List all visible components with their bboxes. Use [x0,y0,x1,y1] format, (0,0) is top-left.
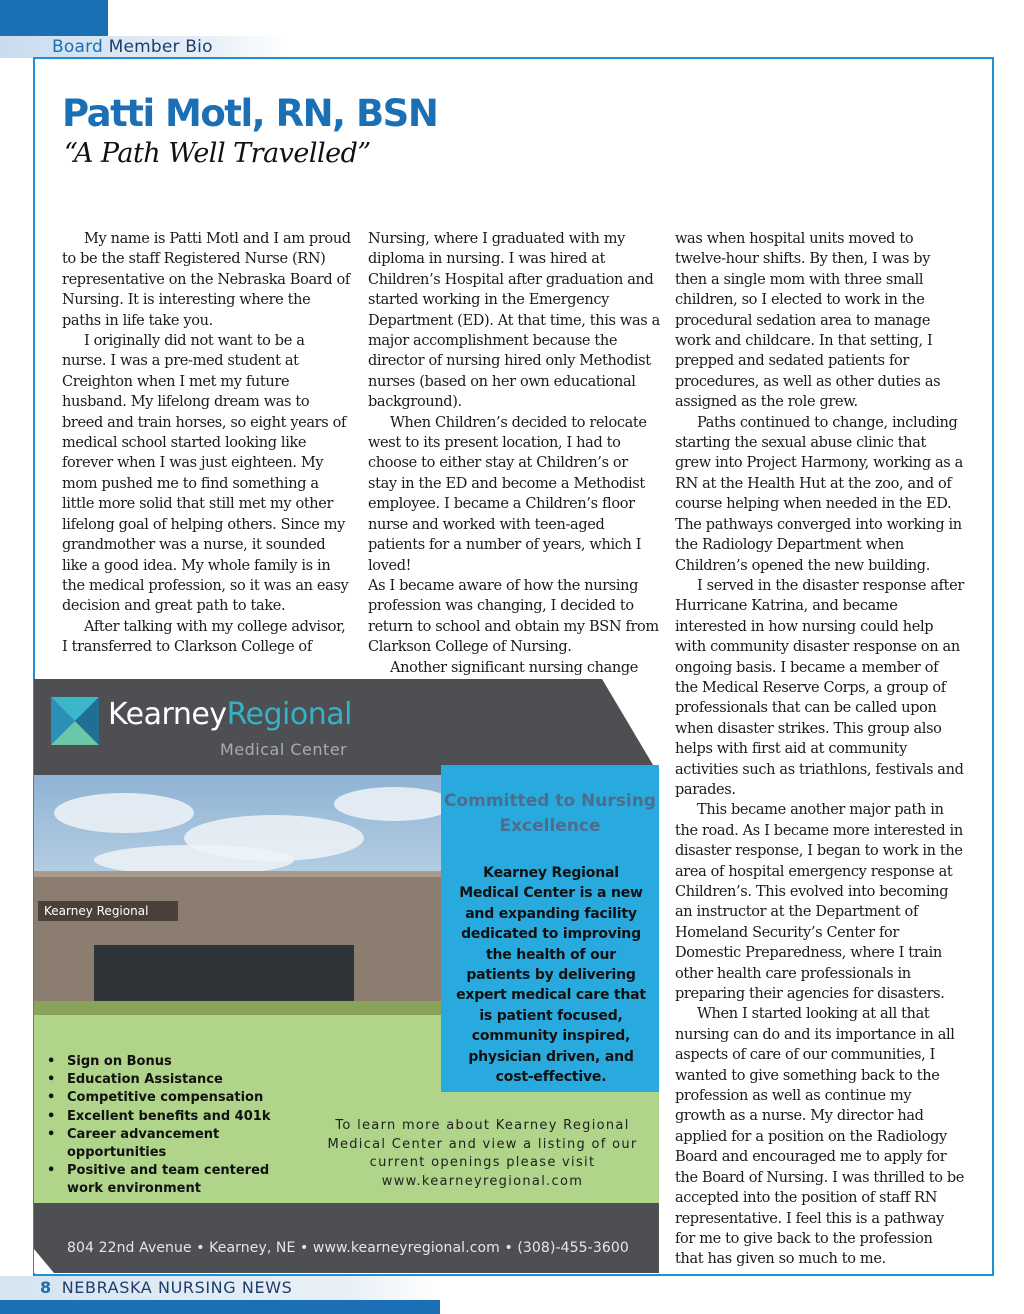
ad-learn-more: To learn more about Kearney Regional Medical Center and view a listing of our current openings please visit www.kearneyregional.com [327,1118,638,1189]
section-label-rest: Member Bio [102,37,213,57]
ad-benefits-list [47,1053,287,1199]
kearney-logo-icon [51,697,99,745]
article-column-2 [368,229,660,678]
paragraph: was when hospital units moved to twelve-hour shifts. By then, I was by then a single mom with three small children, so I elected to work in the procedural sedation area to manage work and childcare. In that setting, I prepped and sedated patients for procedures, as well as other duties as assigned as the role grew. [675,231,941,411]
paragraph: Nursing, where I graduated with my diploma in nursing. I was hired at Children’s Hospital after graduation and started working in the Emergency Department (ED). At that time, this was a major accomplishment because the director of nursing hired only Methodist nurses (based on her own educational background). [368,231,660,411]
paragraph: After talking with my college advisor, I transferred to Clarkson College of [62,618,346,656]
publication-name: NEBRASKA NURSING NEWS [61,1278,293,1297]
building-sign: Kearney Regional [38,901,178,921]
paragraph: When I started looking at all that nursing can do and its importance in all aspects of care of our communities, I wanted to give something back to the profession as well as continue my growth as a nurse. My director had applied for a position on the Radiology Board and encouraged me to apply for the Board of Nursing. I was thrilled to be accepted into the position of staff RN representative. I feel this is a pathway for me to give back to the profession that has given so much to me. [675,1006,965,1268]
list-item: • Education Assistance [47,1071,287,1089]
article-column-1 [62,229,352,658]
list-item: • Competitive compensation [47,1089,287,1107]
list-item: • Sign on Bonus [47,1053,287,1071]
paragraph: My name is Patti Motl and I am proud to be the staff Registered Nurse (RN) representative on the Nebraska Board of Nursing. It is interesting where the paths in life take you. [62,231,351,329]
paragraph: This became another major path in the road. As I became more interested in disaster response, I began to work in the area of hospital emergency response at Children’s. This evolved into becoming an instructor at the Department of Homeland Security’s Center for Domestic Preparedness, where I train other health care professionals in preparing their agencies for disasters. [675,802,963,1003]
article-subtitle: “A Path Well Travelled” [64,138,371,169]
list-item: • Career advancement opportunities [47,1126,287,1162]
section-label-first: Board [52,37,103,57]
ad-headline: Committed to Nursing Excellence [444,791,656,836]
paragraph: When Children’s decided to relocate west to its present location, I had to choose to either stay at Children’s or stay in the ED and become a Methodist employee. I became a Children’s floor nurse and worked with teen-aged patients for a number of years, which I loved! [368,414,647,574]
paragraph: As I became aware of how the nursing profession was changing, I decided to return to school and obtain my BSN from Clarkson College of Nursing. [368,577,659,656]
article-title: Patti Motl, RN, BSN [62,92,438,135]
ad-contact-info: 804 22nd Avenue • Kearney, NE • www.kearneyregional.com • (308)-455-3600 [67,1240,629,1256]
paragraph: I originally did not want to be a nurse. I was a pre-med student at Creighton when I met my future husband. My lifelong dream was to breed and train horses, so eight years of medical school started looking like forever when I was just eighteen. My mom pushed me to find something a little more solid that still met my other lifelong goal of helping others. Since my grandmother was a nurse, it sounded like a good idea. My whole family is in the medical profession, so it was an easy decision and great path to take. [62,333,349,615]
list-item: • Positive and team centered work environment [47,1162,287,1198]
header-tab [0,0,108,36]
article-column-3 [675,229,965,1270]
ad-footer-bar [34,1203,659,1273]
list-item: • Excellent benefits and 401k [47,1108,287,1126]
ad-logo-subtitle: Medical Center [220,740,348,759]
section-label [0,36,290,58]
page-number: 8 [40,1278,52,1297]
paragraph: I served in the disaster response after Hurricane Katrina, and became interested in how nursing could help with community disaster response on an ongoing basis. I became a member of the Medical Reserve Corps, a group of professionals that can be called upon when disaster strikes. This group also helps with first aid at community activities such as triathlons, festivals and parades. [675,577,964,798]
footer-tab [0,1300,440,1314]
page-footer [0,1276,440,1300]
ad-body-text: Kearney Regional Medical Center is a new and expanding facility dedicated to improving the health of our patients by delivering expert medical care that is patient focused, community inspired, physician driven, and cost-effective. [456,865,646,1086]
paragraph: Another significant nursing change [390,659,639,676]
ad-logo-word2: Regional [226,697,352,732]
kearney-regional-ad [34,679,659,1273]
building-windows [94,945,354,1005]
paragraph: Paths continued to change, including starting the sexual abuse clinic that grew into Project Harmony, working as a RN at the Health Hut at the zoo, and of course helping when needed in the ED. The pathways converged into working in the Radiology Department when Children’s opened the new building. [675,414,963,574]
ad-logo-word1: Kearney [108,697,227,732]
ad-logo-text [108,697,352,732]
